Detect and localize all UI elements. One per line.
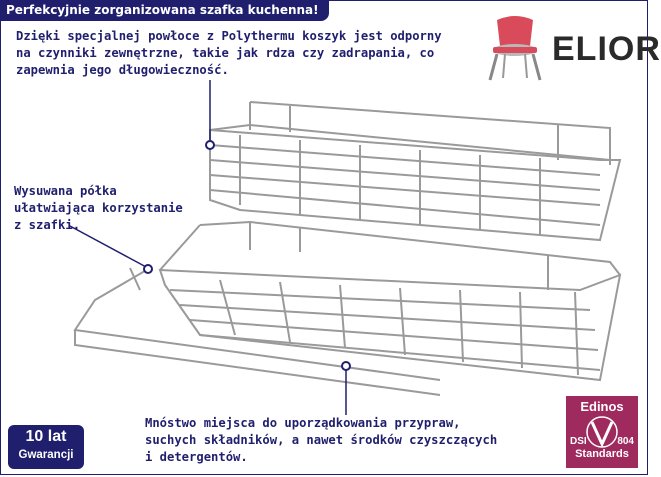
certificate-left: DSI [570,436,587,447]
guarantee-badge [8,425,84,469]
certificate-bottom: Standards [575,448,629,460]
coating-line-3: zapewnia jego długowieczność. [16,63,229,77]
brand-logo-text: ELIOR [552,30,661,68]
certificate-right: 804 [617,436,634,447]
shelf-line-1: Wysuwana półka [14,184,117,198]
coating-line-1: Dzięki specjalnej powłoce z Polythermu koszyk jest odporny [16,29,442,43]
callout-marker-storage [342,362,350,370]
certificate-title: Edinos [580,399,624,414]
coating-line-2: na czynniki zewnętrzne, takie jak rdza czy zadrapania, co [16,46,435,60]
chair-logo-icon [490,16,540,80]
certificate-badge [566,396,638,468]
callout-marker-coating [206,141,214,149]
shelf-line-2: ułatwiająca korzystanie [14,201,183,215]
header-title: Perfekcyjnie zorganizowana szafka kuchenna! [0,0,329,21]
guarantee-label: Gwarancji [18,449,74,461]
storage-line-3: i detergentów. [145,450,248,464]
shelf-line-3: z szafki. [14,218,81,232]
callout-marker-shelf [144,265,152,273]
guarantee-years: 10 lat [25,428,67,445]
basket-wireframe [75,102,620,395]
storage-line-2: suchych składników, a nawet środków czyszczących [145,433,498,447]
storage-line-1: Mnóstwo miejsca do uporządkowania przypraw, [145,416,461,430]
